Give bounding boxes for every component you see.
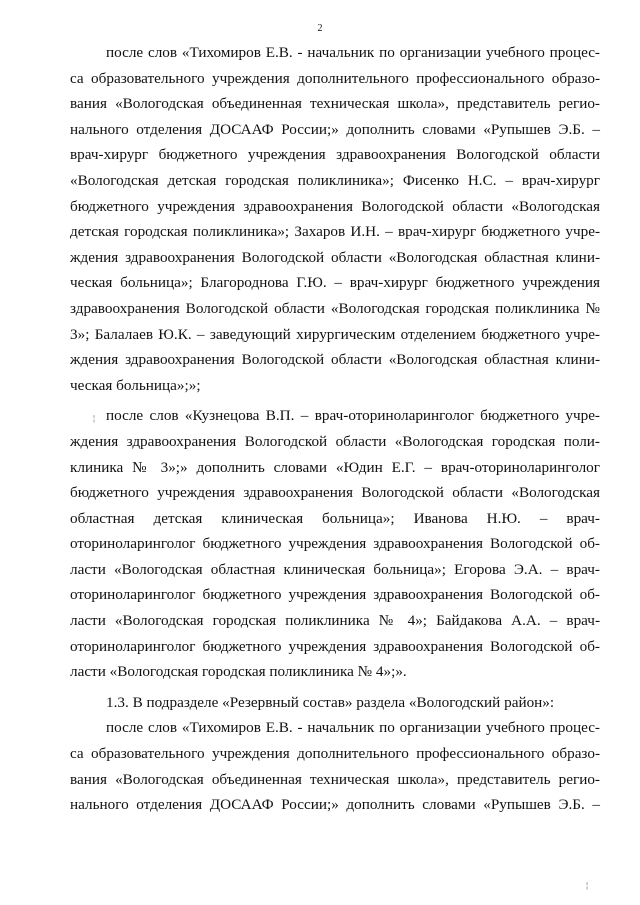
page-number: 2 xyxy=(317,23,323,34)
text-line: са образовательного учреждения дополнительного профессионального образо- xyxy=(70,69,600,87)
text-line: ласти «Вологодская городская поликлиника № 4»;». xyxy=(70,663,407,681)
text-line: после слов «Кузнецова В.П. – врач-оториноларинголог бюджетного учре- xyxy=(106,407,600,425)
text-line: детская городская поликлиника»; Захаров И.Н. – врач-хирург бюджетного учре- xyxy=(70,223,600,241)
text-line: после слов «Тихомиров Е.В. - начальник по организации учебного процес- xyxy=(106,719,600,737)
text-line: оториноларинголог бюджетного учреждения здравоохранения Вологодской об- xyxy=(70,535,600,553)
text-line: после слов «Тихомиров Е.В. - начальник по организации учебного процес- xyxy=(106,44,600,61)
text-line: врач-хирург бюджетного учреждения здравоохранения Вологодской области xyxy=(70,146,600,164)
text-line: ждения здравоохранения Вологодской области «Вологодская городская поли- xyxy=(70,432,600,450)
text-line: бюджетного учреждения здравоохранения Вологодской области «Вологодская xyxy=(70,484,600,502)
text-line: клиника № 3»;» дополнить словами «Юдин Е.Г. – врач-оториноларинголог xyxy=(70,458,600,476)
text-line: ческая больница»;»; xyxy=(70,376,201,394)
text-line: бюджетного учреждения здравоохранения Вологодской области «Вологодская xyxy=(70,197,600,215)
text-line: ласти «Вологодская областная клиническая больница»; Егорова Э.А. – врач- xyxy=(70,560,600,578)
text-line: ждения здравоохранения Вологодской области «Вологодская областная клини- xyxy=(70,351,600,369)
text-line: ждения здравоохранения Вологодской области «Вологодская областная клини- xyxy=(70,248,600,266)
text-line: ческая больница»; Благороднова Г.Ю. – врач-хирург бюджетного учреждения xyxy=(70,274,600,292)
text-line: ласти «Вологодская городская поликлиника № 4»; Байдакова А.А. – врач- xyxy=(70,612,600,630)
text-line: 3»; Балалаев Ю.К. – заведующий хирургическим отделением бюджетного учре- xyxy=(70,325,600,343)
section-heading: 1.3. В подразделе «Резервный состав» раздела «Вологодский район»: xyxy=(106,693,555,711)
text-line: здравоохранения Вологодской области «Вологодская городская поликлиника № xyxy=(70,299,600,317)
margin-mark: ¦ xyxy=(93,414,96,423)
text-line: областная детская клиническая больница»; Иванова Н.Ю. – врач- xyxy=(70,509,600,527)
text-line: оториноларинголог бюджетного учреждения здравоохранения Вологодской об- xyxy=(70,637,600,655)
document-body xyxy=(70,40,600,818)
text-line: «Вологодская детская городская поликлиника»; Фисенко Н.С. – врач-хирург xyxy=(70,171,600,189)
text-line: са образовательного учреждения дополнительного профессионального образо- xyxy=(70,745,600,763)
text-line: нального отделения ДОСААФ России;» дополнить словами «Рупышев Э.Б. – xyxy=(70,120,600,138)
margin-mark: ¦ xyxy=(586,881,589,890)
text-line: нального отделения ДОСААФ России;» дополнить словами «Рупышев Э.Б. – xyxy=(70,796,600,814)
text-line: вания «Вологодская объединенная техническая школа», представитель регио- xyxy=(70,770,600,788)
text-line: оториноларинголог бюджетного учреждения здравоохранения Вологодской об- xyxy=(70,586,600,604)
text-line: вания «Вологодская объединенная техническая школа», представитель регио- xyxy=(70,95,600,113)
